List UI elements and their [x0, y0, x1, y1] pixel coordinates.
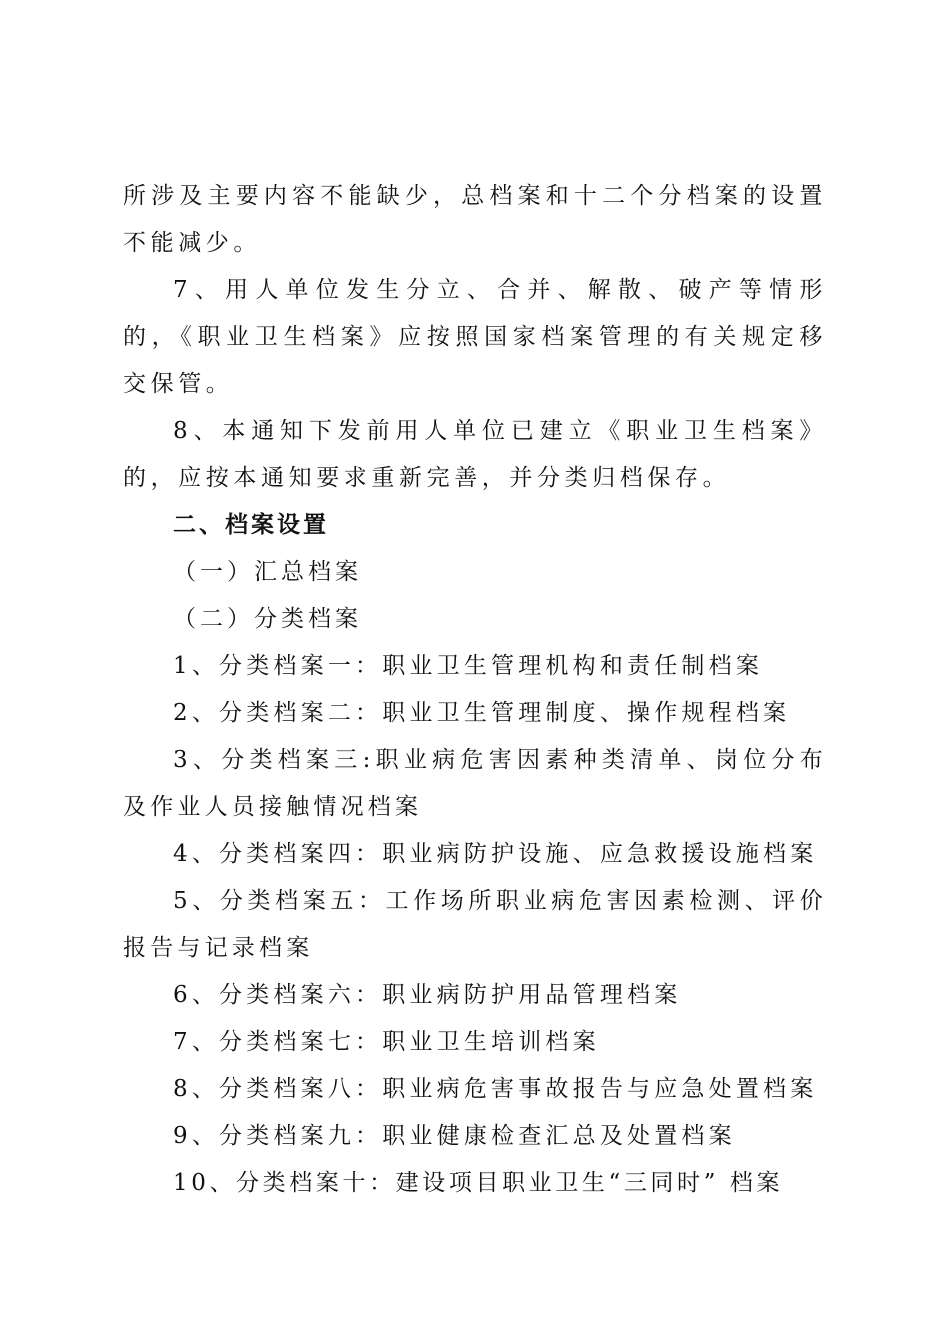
subheading-summary-archive: （一）汇总档案 — [173, 559, 362, 585]
paragraph-item-7: 7、用人单位发生分立、合并、解散、破产等情形的，《职业卫生档案》应按照国家档案管理的有关规定移交保管。 — [123, 277, 827, 397]
document-page — [123, 173, 827, 1207]
list-item: 5、分类档案五：工作场所职业病危害因素检测、评价报告与记录档案 — [123, 888, 827, 961]
list-item: 4、分类档案四：职业病防护设施、应急救援设施档案 — [173, 841, 818, 867]
list-item: 3、分类档案三:职业病危害因素种类清单、岗位分布及作业人员接触情况档案 — [123, 747, 827, 820]
list-item: 10、分类档案十：建设项目职业卫生“三同时” 档案 — [173, 1170, 784, 1196]
list-item: 2、分类档案二：职业卫生管理制度、操作规程档案 — [173, 700, 791, 726]
paragraph-item-8: 8、本通知下发前用人单位已建立《职业卫生档案》的，应按本通知要求重新完善，并分类归档保存。 — [123, 418, 827, 491]
list-item: 1、分类档案一：职业卫生管理机构和责任制档案 — [173, 653, 764, 679]
subheading-category-archive: （二）分类档案 — [173, 606, 362, 632]
paragraph-continuation: 所涉及主要内容不能缺少，总档案和十二个分档案的设置不能减少。 — [123, 183, 827, 256]
list-item: 8、分类档案八：职业病危害事故报告与应急处置档案 — [173, 1076, 818, 1102]
section-heading: 二、档案设置 — [173, 512, 329, 538]
list-item: 6、分类档案六：职业病防护用品管理档案 — [173, 982, 682, 1008]
list-item: 9、分类档案九：职业健康检查汇总及处置档案 — [173, 1123, 736, 1149]
list-item: 7、分类档案七：职业卫生培训档案 — [173, 1029, 600, 1055]
